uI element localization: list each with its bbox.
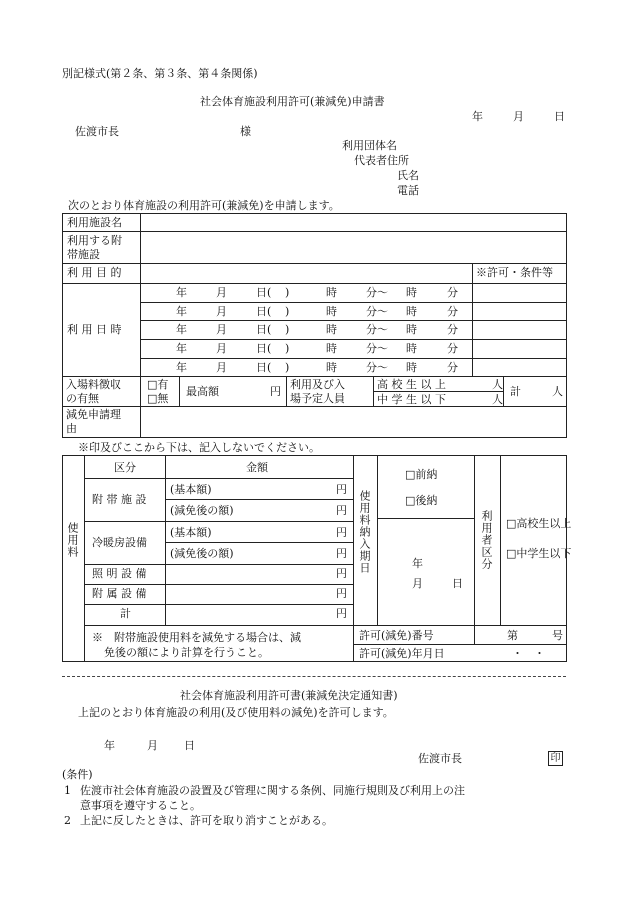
condition-1-number: 1 — [64, 784, 71, 797]
datetime-row-5-mi1: 分～ — [366, 361, 388, 374]
datetime-row-1-d: 日( — [256, 286, 272, 299]
applicant-name-label: 氏名 — [397, 169, 419, 182]
note-line-1: ※ 附帯施設使用料を減免する場合は、減 — [92, 631, 301, 644]
heating-base-label: (基本額) — [170, 526, 212, 539]
amount-header: 金額 — [246, 461, 268, 474]
attached-facility-row: 附 帯 施 設 — [92, 493, 147, 506]
permit-year-label: 年 — [104, 739, 115, 752]
cut-line — [62, 676, 566, 677]
addressee: 佐渡市長 — [75, 125, 119, 138]
datetime-row-2-mi2: 分 — [447, 305, 458, 318]
datetime-row-5-h1: 時 — [326, 361, 337, 374]
datetime-row-2-m: 月 — [216, 305, 227, 318]
conditions-heading: (条件) — [62, 768, 93, 781]
purpose-label: 利 用 目 的 — [67, 266, 122, 279]
usage-fee-label: 使用料 — [66, 522, 79, 558]
pay-day-label: 日 — [452, 577, 463, 590]
permit-number-suffix: 号 — [552, 629, 563, 642]
datetime-row-2-h1: 時 — [326, 305, 337, 318]
condition-1-line-1: 佐渡市社会体育施設の設置及び管理に関する条例、同施行規則及び利用上の注 — [80, 784, 465, 797]
sum-row: 計 — [120, 607, 131, 620]
yen-7: 円 — [336, 607, 347, 620]
permit-body: 上記のとおり体育施設の利用(及び使用料の減免)を許可します。 — [78, 706, 394, 719]
permit-month-label: 月 — [147, 739, 158, 752]
fee-yes-checkbox[interactable]: □有 — [147, 378, 169, 391]
date-year-label: 年 — [472, 110, 483, 123]
datetime-row-2-wd: ) — [285, 305, 290, 318]
permit-date-label: 許可(減免)年月日 — [359, 647, 445, 660]
datetime-row-4-m: 月 — [216, 342, 227, 355]
datetime-row-1-mi2: 分 — [447, 286, 458, 299]
yen-5: 円 — [336, 567, 347, 580]
datetime-row-1-h2: 時 — [406, 286, 417, 299]
hs-person-unit: 人 — [492, 378, 503, 391]
permit-conditions-label: ※許可・条件等 — [476, 266, 553, 279]
attached-after-label: (減免後の額) — [170, 504, 234, 517]
datetime-row-4-mi2: 分 — [447, 342, 458, 355]
yen-6: 円 — [336, 587, 347, 600]
datetime-row-4-d: 日( — [256, 342, 272, 355]
user-type-label: 利用者区分 — [480, 510, 493, 570]
datetime-row-3-m: 月 — [216, 323, 227, 336]
datetime-row-1-m: 月 — [216, 286, 227, 299]
permit-date-dots: ・ ・ — [512, 647, 545, 660]
datetime-row-3-y: 年 — [176, 323, 187, 336]
form-reference: 別記様式(第２条、第３条、第４条関係) — [62, 67, 258, 80]
exemption-reason-label-2: 由 — [66, 422, 77, 435]
pay-month-label: 月 — [412, 577, 423, 590]
category-header: 区分 — [114, 461, 136, 474]
datetime-row-5-mi2: 分 — [447, 361, 458, 374]
condition-1-line-2: 意事項を遵守すること。 — [80, 799, 201, 812]
heating-row: 冷暖房設備 — [92, 536, 147, 549]
datetime-row-3-d: 日( — [256, 323, 272, 336]
datetime-row-2-y: 年 — [176, 305, 187, 318]
permit-title: 社会体育施設利用許可書(兼減免決定通知書) — [180, 689, 398, 702]
office-use-note: ※印及びここから下は、記入しないでください。 — [78, 441, 320, 454]
datetime-row-5-wd: ) — [285, 361, 290, 374]
condition-2-number: 2 — [64, 814, 71, 827]
prepaid-checkbox[interactable]: □前納 — [405, 468, 438, 481]
mayor-name: 佐渡市長 — [418, 752, 462, 765]
datetime-row-1-y: 年 — [176, 286, 187, 299]
heating-after-label: (減免後の額) — [170, 547, 234, 560]
datetime-label: 利 用 日 時 — [67, 323, 122, 336]
yen-3: 円 — [336, 526, 347, 539]
datetime-row-3-h2: 時 — [406, 323, 417, 336]
hs-above-checkbox[interactable]: □高校生以上 — [506, 517, 572, 530]
attached-facility-label-2: 帯施設 — [67, 248, 100, 261]
jhs-below-label: 中 学 生 以 下 — [377, 393, 446, 406]
datetime-row-4-wd: ) — [285, 342, 290, 355]
date-day-label: 日 — [554, 110, 565, 123]
attached-facility-label-1: 利用する附 — [67, 234, 122, 247]
applicant-org-label: 利用団体名 — [342, 139, 397, 152]
jhs-person-unit: 人 — [492, 393, 503, 406]
datetime-row-5-h2: 時 — [406, 361, 417, 374]
pay-period-label: 使用料納入期日 — [358, 490, 371, 574]
honorific: 様 — [240, 125, 251, 138]
intro-text: 次のとおり体育施設の利用許可(兼減免)を申請します。 — [68, 199, 340, 212]
yen-2: 円 — [336, 504, 347, 517]
yen-1: 円 — [336, 483, 347, 496]
attached-base-label: (基本額) — [170, 483, 212, 496]
note-line-2: 免後の額により計算を行うこと。 — [104, 646, 269, 659]
planned-users-label-2: 場予定人員 — [290, 392, 345, 405]
form-title: 社会体育施設利用許可(兼減免)申請書 — [200, 95, 385, 108]
datetime-row-4-h2: 時 — [406, 342, 417, 355]
date-month-label: 月 — [513, 110, 524, 123]
datetime-row-1-wd: ) — [285, 286, 290, 299]
jhs-below-checkbox[interactable]: □中学生以下 — [506, 547, 572, 560]
datetime-row-4-mi1: 分～ — [366, 342, 388, 355]
datetime-row-3-mi2: 分 — [447, 323, 458, 336]
datetime-row-1-h1: 時 — [326, 286, 337, 299]
planned-users-label-1: 利用及び入 — [290, 378, 345, 391]
max-amount-yen: 円 — [270, 385, 281, 398]
datetime-row-5-m: 月 — [216, 361, 227, 374]
condition-2-text: 上記に反したときは、許可を取り消すことがある。 — [80, 814, 333, 827]
exemption-reason-label-1: 減免申請理 — [66, 408, 121, 421]
total-person-unit: 人 — [552, 385, 563, 398]
pay-year-label: 年 — [412, 557, 423, 570]
postpaid-checkbox[interactable]: □後納 — [405, 494, 438, 507]
applicant-tel-label: 電話 — [397, 184, 419, 197]
datetime-row-2-mi1: 分～ — [366, 305, 388, 318]
permit-day-label: 日 — [184, 739, 195, 752]
fee-collect-label-2: の有無 — [66, 392, 99, 405]
total-label: 計 — [510, 385, 521, 398]
datetime-row-4-h1: 時 — [326, 342, 337, 355]
fee-no-checkbox[interactable]: □無 — [147, 392, 169, 405]
datetime-row-2-d: 日( — [256, 305, 272, 318]
hs-above-label: 高 校 生 以 上 — [377, 378, 446, 391]
applicant-address-label: 代表者住所 — [354, 154, 409, 167]
fee-collect-label-1: 入場料徴収 — [66, 378, 121, 391]
datetime-row-5-y: 年 — [176, 361, 187, 374]
max-amount-label: 最高額 — [186, 385, 219, 398]
yen-4: 円 — [336, 547, 347, 560]
seal-stamp: 印 — [548, 751, 563, 766]
lighting-row: 照 明 設 備 — [92, 567, 147, 580]
permit-number-prefix: 第 — [507, 629, 518, 642]
accessory-row: 附 属 設 備 — [92, 587, 147, 600]
datetime-row-1-mi1: 分～ — [366, 286, 388, 299]
datetime-row-3-wd: ) — [285, 323, 290, 336]
facility-name-label: 利用施設名 — [67, 216, 122, 229]
datetime-row-3-mi1: 分～ — [366, 323, 388, 336]
datetime-row-4-y: 年 — [176, 342, 187, 355]
datetime-row-2-h2: 時 — [406, 305, 417, 318]
permit-number-label: 許可(減免)番号 — [359, 629, 434, 642]
datetime-row-3-h1: 時 — [326, 323, 337, 336]
datetime-row-5-d: 日( — [256, 361, 272, 374]
